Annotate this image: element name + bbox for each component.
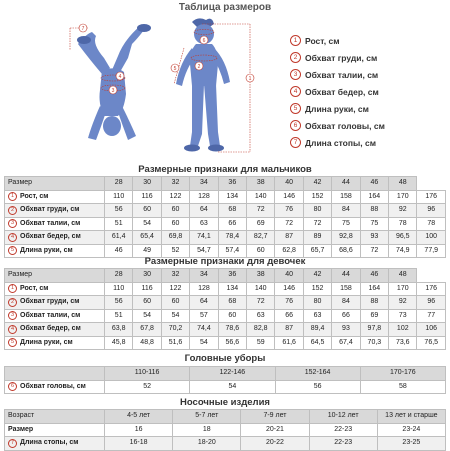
value-cell: 56,6: [218, 336, 246, 350]
header-cell: 32: [161, 177, 189, 191]
value-cell: 93: [332, 323, 360, 337]
value-cell: 65,7: [303, 244, 331, 258]
value-cell: 18-20: [173, 437, 241, 451]
value-cell: 51,6: [161, 336, 189, 350]
row-label-cell: [5, 217, 105, 231]
header-cell: 42: [303, 269, 331, 283]
table-row: [5, 204, 446, 218]
svg-text:2: 2: [197, 64, 201, 71]
value-cell: 76: [275, 204, 303, 218]
value-cell: 110: [105, 190, 133, 204]
row-number-badge: 7: [8, 439, 17, 448]
header-cell: 13 лет и старше: [377, 410, 445, 424]
table-row: [5, 423, 446, 437]
legend-label: Длина руки, см: [305, 103, 369, 114]
value-cell: 87: [275, 323, 303, 337]
value-cell: 96: [417, 296, 446, 310]
value-cell: 20-22: [241, 437, 309, 451]
header-cell: 5-7 лет: [173, 410, 241, 424]
row-label: [8, 231, 104, 243]
header-cell: 36: [218, 269, 246, 283]
value-cell: 57,4: [218, 244, 246, 258]
header-cell: 7-9 лет: [241, 410, 309, 424]
value-cell: 74,1: [190, 231, 218, 245]
value-cell: 54: [133, 217, 161, 231]
table-row: [5, 217, 446, 231]
row-label-text: Длина стопы, см: [20, 439, 79, 447]
row-label: [8, 218, 104, 230]
value-cell: 69: [247, 217, 275, 231]
table-row: [5, 231, 446, 245]
boys-section-title: Размерные признаки для мальчиков: [138, 164, 312, 175]
row-label-text: Обхват груди, см: [20, 298, 80, 306]
row-label-text: Обхват талии, см: [20, 219, 81, 227]
value-cell: 64: [190, 204, 218, 218]
row-label: [8, 323, 104, 335]
legend-item: [290, 32, 450, 49]
row-label-text: Длина руки, см: [20, 338, 73, 346]
header-cell: 38: [247, 177, 275, 191]
header-cell: 48: [389, 269, 417, 283]
value-cell: 68: [218, 296, 246, 310]
value-cell: 96: [417, 204, 446, 218]
table-header-row: [5, 269, 446, 283]
legend-item: [290, 100, 450, 117]
table-header-row: [5, 177, 446, 191]
value-cell: 77: [417, 309, 446, 323]
value-cell: 69,8: [161, 231, 189, 245]
value-cell: 78: [417, 217, 446, 231]
hats-section-title: Головные уборы: [184, 353, 266, 364]
value-cell: 60: [247, 244, 275, 258]
girls-section-title: Размерные признаки для девочек: [144, 256, 306, 267]
value-cell: 82,7: [247, 231, 275, 245]
value-cell: 60: [161, 204, 189, 218]
value-cell: 170: [389, 282, 417, 296]
header-cell: Возраст: [5, 410, 105, 424]
measurement-legend: [290, 32, 450, 151]
legend-label: Рост, см: [305, 35, 340, 46]
header-cell: 46: [360, 269, 388, 283]
row-label-cell: [5, 190, 105, 204]
legend-number-badge: 6: [290, 120, 301, 131]
value-cell: 48,8: [133, 336, 161, 350]
value-cell: 45,8: [105, 336, 133, 350]
value-cell: 62,8: [275, 244, 303, 258]
row-label: [8, 283, 104, 295]
value-cell: 76: [275, 296, 303, 310]
value-cell: 89,4: [303, 323, 331, 337]
value-cell: 61,6: [275, 336, 303, 350]
value-cell: 65,4: [133, 231, 161, 245]
value-cell: 97,8: [360, 323, 388, 337]
value-cell: 164: [360, 190, 388, 204]
row-label: [8, 191, 104, 203]
table-row: [5, 282, 446, 296]
value-cell: 75: [332, 217, 360, 231]
header-cell: 30: [133, 269, 161, 283]
row-label-cell: [5, 423, 105, 437]
value-cell: 88: [360, 204, 388, 218]
legend-item: [290, 117, 450, 134]
value-cell: 128: [190, 282, 218, 296]
handstand-figure: [77, 24, 151, 140]
value-cell: 51: [105, 217, 133, 231]
legend-label: Обхват талии, см: [305, 69, 379, 80]
row-label: [8, 204, 104, 216]
row-number-badge: 6: [8, 382, 17, 391]
row-label-text: Рост, см: [20, 192, 49, 200]
value-cell: 72: [303, 217, 331, 231]
svg-text:4: 4: [118, 74, 122, 81]
table-row: [5, 336, 446, 350]
table-row: [5, 309, 446, 323]
row-label-cell: [5, 323, 105, 337]
value-cell: 60: [133, 204, 161, 218]
value-cell: 52: [105, 380, 190, 394]
value-cell: 96,5: [389, 231, 417, 245]
value-cell: 63: [303, 309, 331, 323]
boys-size-table: [4, 176, 446, 258]
value-cell: 176: [417, 190, 446, 204]
svg-text:6: 6: [202, 38, 206, 45]
value-cell: 134: [218, 190, 246, 204]
header-cell: 28: [105, 177, 133, 191]
legend-item: [290, 134, 450, 151]
legend-label: Длина стопы, см: [305, 137, 377, 148]
header-cell: [5, 367, 105, 381]
row-label-text: Обхват бедер, см: [20, 325, 81, 333]
row-label: [8, 245, 104, 257]
table-row: [5, 190, 446, 204]
value-cell: 78: [389, 217, 417, 231]
value-cell: 84: [332, 296, 360, 310]
value-cell: 80: [303, 204, 331, 218]
value-cell: 78,4: [218, 231, 246, 245]
value-cell: 78,6: [218, 323, 246, 337]
header-cell: 46: [360, 177, 388, 191]
value-cell: 146: [275, 282, 303, 296]
value-cell: 61,4: [105, 231, 133, 245]
header-cell: 48: [389, 177, 417, 191]
value-cell: 70,2: [161, 323, 189, 337]
value-cell: 72: [247, 296, 275, 310]
row-label-text: Обхват головы, см: [20, 382, 86, 390]
value-cell: 75: [360, 217, 388, 231]
header-cell: 4-5 лет: [105, 410, 173, 424]
value-cell: 73: [389, 309, 417, 323]
header-cell: 110-116: [105, 367, 190, 381]
row-label-cell: [5, 204, 105, 218]
value-cell: 102: [389, 323, 417, 337]
row-label: [8, 310, 104, 322]
header-cell: 170-176: [360, 367, 445, 381]
value-cell: 72: [247, 204, 275, 218]
legend-item: [290, 66, 450, 83]
value-cell: 60: [161, 296, 189, 310]
value-cell: 128: [190, 190, 218, 204]
value-cell: 176: [417, 282, 446, 296]
value-cell: 23-25: [377, 437, 445, 451]
value-cell: 74,4: [190, 323, 218, 337]
row-label-text: Обхват груди, см: [20, 206, 80, 214]
value-cell: 60: [218, 309, 246, 323]
header-cell: 40: [275, 177, 303, 191]
header-cell: 38: [247, 269, 275, 283]
value-cell: 57: [190, 309, 218, 323]
value-cell: 77,9: [417, 244, 446, 258]
header-cell: 122-146: [190, 367, 275, 381]
value-cell: 92: [389, 204, 417, 218]
header-cell: 34: [190, 177, 218, 191]
value-cell: 158: [332, 190, 360, 204]
value-cell: 46: [105, 244, 133, 258]
header-cell: 32: [161, 269, 189, 283]
row-number-badge: 2: [8, 298, 17, 307]
legend-label: Обхват бедер, см: [305, 86, 379, 97]
legend-label: Обхват груди, см: [305, 52, 378, 63]
table-row: [5, 323, 446, 337]
value-cell: 54: [133, 309, 161, 323]
value-cell: 60: [161, 217, 189, 231]
row-label-text: Обхват бедер, см: [20, 233, 81, 241]
table-row: [5, 437, 446, 451]
value-cell: 140: [247, 190, 275, 204]
value-cell: 16-18: [105, 437, 173, 451]
row-label-cell: [5, 296, 105, 310]
row-number-badge: 4: [8, 325, 17, 334]
header-cell: 36: [218, 177, 246, 191]
value-cell: 59: [247, 336, 275, 350]
value-cell: 68,6: [332, 244, 360, 258]
value-cell: 56: [105, 204, 133, 218]
row-label: [8, 296, 104, 308]
value-cell: 152: [303, 190, 331, 204]
row-label-cell: [5, 282, 105, 296]
value-cell: 72: [360, 244, 388, 258]
value-cell: 116: [133, 282, 161, 296]
value-cell: 63: [247, 309, 275, 323]
row-number-badge: 3: [8, 219, 17, 228]
row-label-text: Обхват талии, см: [20, 311, 81, 319]
page-title: Таблица размеров: [178, 2, 272, 13]
value-cell: 134: [218, 282, 246, 296]
row-number-badge: 1: [8, 192, 17, 201]
girls-size-table: [4, 268, 446, 350]
value-cell: 18: [173, 423, 241, 437]
socks-section-title: Носочные изделия: [180, 397, 270, 408]
svg-text:5: 5: [173, 66, 177, 73]
value-cell: 116: [133, 190, 161, 204]
legend-item: [290, 49, 450, 66]
value-cell: 67,4: [332, 336, 360, 350]
row-number-badge: 2: [8, 206, 17, 215]
header-cell: Размер: [5, 269, 105, 283]
value-cell: 23-24: [377, 423, 445, 437]
header-cell: 40: [275, 269, 303, 283]
value-cell: 52: [161, 244, 189, 258]
row-label-text: Размер: [8, 425, 34, 433]
header-cell: 44: [332, 269, 360, 283]
value-cell: 63: [190, 217, 218, 231]
legend-item: [290, 83, 450, 100]
row-label: [8, 337, 104, 349]
value-cell: 88: [360, 296, 388, 310]
value-cell: 56: [105, 296, 133, 310]
value-cell: 82,8: [247, 323, 275, 337]
svg-text:3: 3: [111, 88, 115, 95]
value-cell: 54,7: [190, 244, 218, 258]
row-label-cell: [5, 309, 105, 323]
row-number-badge: 4: [8, 233, 17, 242]
value-cell: 54: [161, 309, 189, 323]
value-cell: 67,8: [133, 323, 161, 337]
row-label: [8, 424, 104, 436]
value-cell: 54: [190, 380, 275, 394]
value-cell: 54: [190, 336, 218, 350]
value-cell: 68: [218, 204, 246, 218]
header-cell: 44: [332, 177, 360, 191]
value-cell: 66: [218, 217, 246, 231]
legend-number-badge: 3: [290, 69, 301, 80]
header-cell: 152-164: [275, 367, 360, 381]
table-row: [5, 296, 446, 310]
value-cell: 122: [161, 190, 189, 204]
value-cell: 89: [303, 231, 331, 245]
value-cell: 49: [133, 244, 161, 258]
value-cell: 76,5: [417, 336, 446, 350]
value-cell: 64: [190, 296, 218, 310]
header-cell: 30: [133, 177, 161, 191]
value-cell: 146: [275, 190, 303, 204]
value-cell: 164: [360, 282, 388, 296]
row-label: [8, 381, 104, 393]
header-cell: Размер: [5, 177, 105, 191]
body-measurement-illustration: [58, 14, 278, 162]
row-label-text: Длина руки, см: [20, 246, 73, 254]
table-header-row: [5, 367, 446, 381]
value-cell: 170: [389, 190, 417, 204]
row-label-cell: [5, 336, 105, 350]
value-cell: 58: [360, 380, 445, 394]
value-cell: 16: [105, 423, 173, 437]
header-cell: 28: [105, 269, 133, 283]
row-number-badge: 5: [8, 246, 17, 255]
row-number-badge: 5: [8, 338, 17, 347]
table-row: [5, 380, 446, 394]
row-label-cell: [5, 437, 105, 451]
value-cell: 22-23: [309, 423, 377, 437]
legend-number-badge: 2: [290, 52, 301, 63]
value-cell: 158: [332, 282, 360, 296]
value-cell: 140: [247, 282, 275, 296]
row-label-cell: [5, 231, 105, 245]
value-cell: 51: [105, 309, 133, 323]
value-cell: 92,8: [332, 231, 360, 245]
value-cell: 106: [417, 323, 446, 337]
row-label: [8, 437, 104, 449]
svg-text:1: 1: [248, 76, 252, 83]
value-cell: 93: [360, 231, 388, 245]
header-cell: 34: [190, 269, 218, 283]
value-cell: 84: [332, 204, 360, 218]
svg-text:7: 7: [81, 26, 85, 33]
legend-number-badge: 1: [290, 35, 301, 46]
row-number-badge: 1: [8, 284, 17, 293]
value-cell: 60: [133, 296, 161, 310]
value-cell: 92: [389, 296, 417, 310]
value-cell: 69: [360, 309, 388, 323]
value-cell: 122: [161, 282, 189, 296]
value-cell: 80: [303, 296, 331, 310]
legend-number-badge: 4: [290, 86, 301, 97]
legend-label: Обхват головы, см: [305, 120, 385, 131]
legend-number-badge: 5: [290, 103, 301, 114]
value-cell: 152: [303, 282, 331, 296]
header-cell: 10-12 лет: [309, 410, 377, 424]
row-label-text: Рост, см: [20, 284, 49, 292]
socks-size-table: [4, 409, 446, 451]
row-label-cell: [5, 380, 105, 394]
legend-number-badge: 7: [290, 137, 301, 148]
value-cell: 56: [275, 380, 360, 394]
value-cell: 110: [105, 282, 133, 296]
value-cell: 73,6: [389, 336, 417, 350]
header-cell: 42: [303, 177, 331, 191]
row-number-badge: 3: [8, 311, 17, 320]
table-header-row: [5, 410, 446, 424]
value-cell: 64,5: [303, 336, 331, 350]
value-cell: 66: [332, 309, 360, 323]
value-cell: 22-23: [309, 437, 377, 451]
value-cell: 63,8: [105, 323, 133, 337]
value-cell: 87: [275, 231, 303, 245]
value-cell: 66: [275, 309, 303, 323]
value-cell: 70,3: [360, 336, 388, 350]
hats-size-table: [4, 366, 446, 394]
value-cell: 100: [417, 231, 446, 245]
value-cell: 20-21: [241, 423, 309, 437]
value-cell: 72: [275, 217, 303, 231]
value-cell: 74,9: [389, 244, 417, 258]
